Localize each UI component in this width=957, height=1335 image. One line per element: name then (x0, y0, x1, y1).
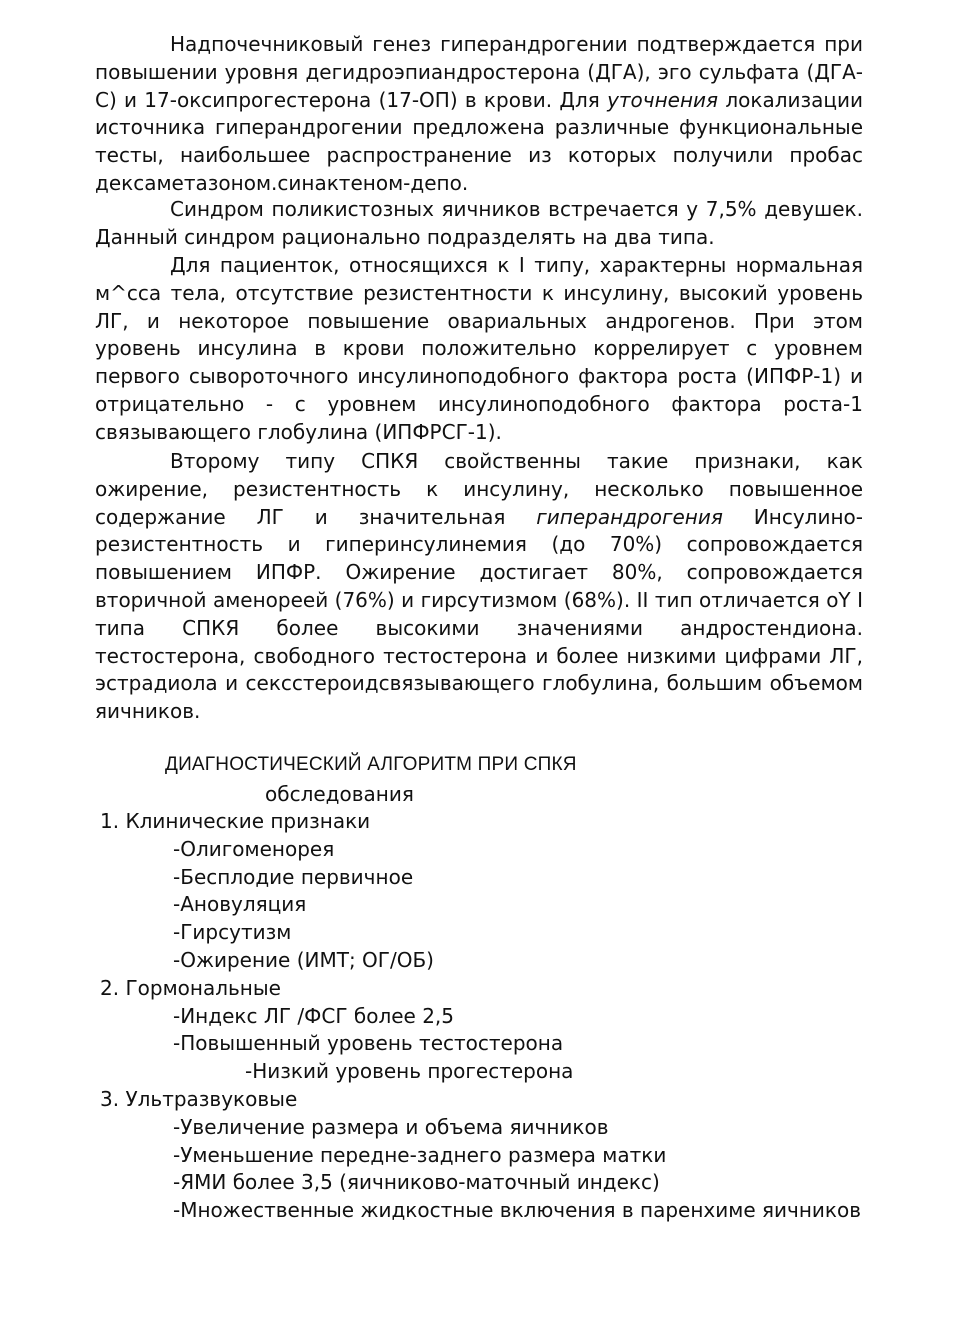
list-item: -Увеличение размера и объема яичников (173, 1114, 609, 1139)
list-item: -Множественные жидкостные включения в паренхиме яичников (173, 1198, 862, 1223)
paragraph-pcos-prevalence: Синдром поликистозных яичников встречается у 7,5% девушек. Данный синдром рационально подразделять на два типа. (95, 197, 863, 249)
section-title-ultrasound: 3. Ультразвуковые (100, 1086, 298, 1111)
list-item: -Ановуляция (173, 892, 307, 917)
italic-word: уточнения (607, 87, 719, 112)
section-title-clinical: 1. Клинические признаки (100, 809, 371, 833)
algorithm-list (100, 808, 920, 1225)
list-item: -Бесплодие первичное (173, 864, 414, 889)
paragraph-text: локализации источника гиперандрогении предложена различные функциональные тесты, наибольшее распространение из которых получили пробас дексаметазоном.синактеном-депо. (95, 87, 863, 195)
list-item: -ЯМИ более 3,5 (яичниково-маточный индекс) (173, 1170, 660, 1195)
list-item: -Индекс ЛГ /ФСГ более 2,5 (173, 1003, 455, 1028)
algorithm-subtitle: обследования (265, 782, 414, 806)
list-item: -Гирсутизм (173, 920, 292, 945)
section-title-hormonal: 2. Гормональные (100, 975, 281, 1000)
list-item: -Ожирение (ИМТ; ОГ/ОБ) (173, 947, 434, 972)
list-item: -Повышенный уровень тестостерона (173, 1031, 564, 1056)
list-item: -Олигоменорея (173, 836, 335, 861)
algorithm-title: ДИАГНОСТИЧЕСКИЙ АЛГОРИТМ ПРИ СПКЯ (165, 754, 577, 775)
italic-word: гиперандрогения (536, 504, 723, 529)
list-item: -Уменьшение передне-заднего размера матки (173, 1142, 667, 1167)
paragraph-text: Второму типу СПКЯ свойственны такие признаки, как ожирение, резистентность к инсулину, несколько повышенное содержание ЛГ и значительная (95, 449, 863, 529)
paragraph-adrenal-genesis (95, 31, 863, 198)
list-item: -Низкий уровень прогестерона (245, 1059, 574, 1084)
paragraph-type-1: Для пациенток, относящихся к I типу, характерны нормальная м^сса тела, отсутствие резистентности к инсулину, высокий уровень ЛГ, и некоторое повышение овариальных андрогенов. При этом уровень инсулина в крови положительно коррелирует с уровнем первого сывороточного инсулиноподобного фактора роста (ИПФР-1) и отрицательно - с уровнем инсулиноподобного фактора роста-1 связывающего глобулина (ИПФРСГ-1). (95, 253, 863, 444)
paragraph-text: Надпочечниковый генез гиперандрогении подтверждается при повышении уровня дегидроэпиандростерона (ДГА), эго сульфата (ДГА-С) и 17-оксипрогестерона (17-ОП) в крови. Для (95, 32, 863, 112)
paragraph-type-2 (95, 448, 863, 726)
paragraph-text: Инсулино-резистентность и гиперинсулинемия (до 70%) сопровождается повышением ИПФР. Ожирение достигает 80%, сопровождается вторичной аменореей (76%) и гирсутизмом (68%). II тип отличается оY I типа СПКЯ более высокими значениями андростендиона. тестостерона, свободного тестостерона и более низкими цифрами ЛГ, эстрадиола и сексстероидсвязывающего глобулина, большим объемом яичников. (95, 504, 863, 724)
